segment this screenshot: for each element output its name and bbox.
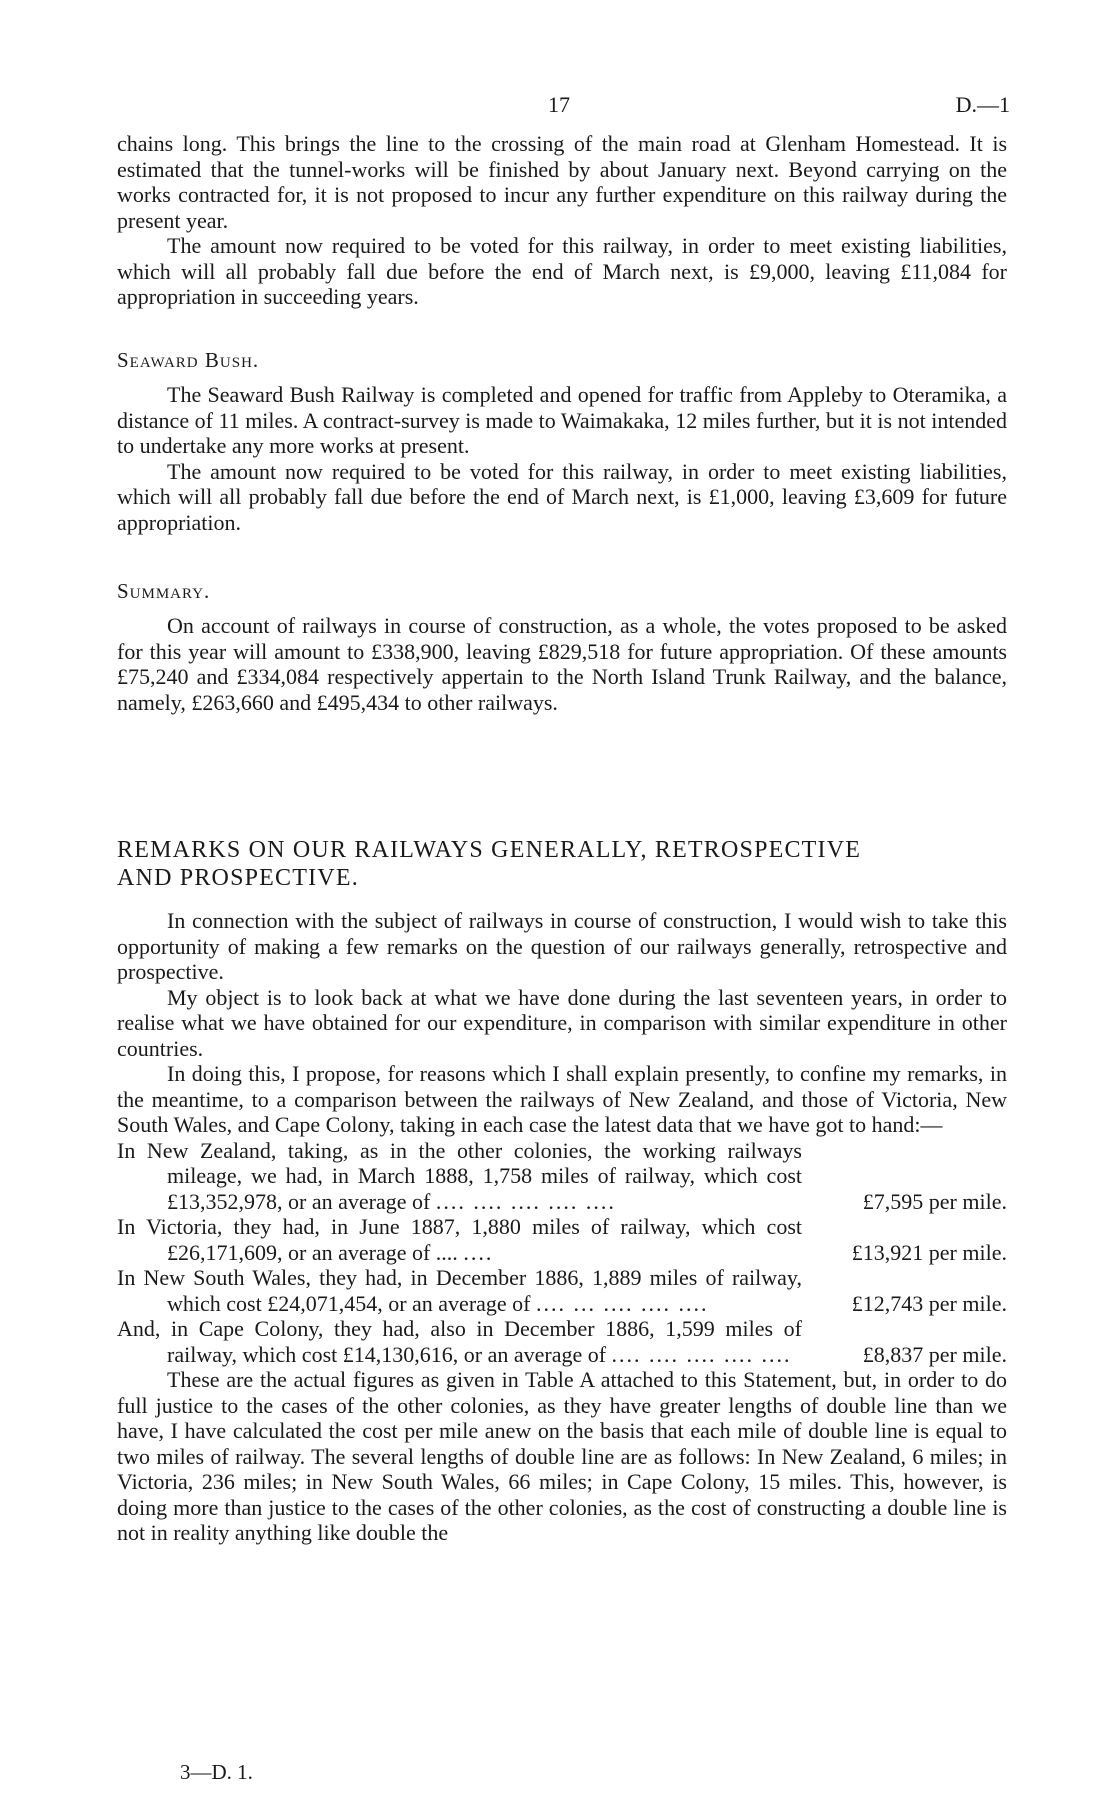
paragraph: The amount now required to be voted for this railway, in order to meet existing liabilities, which will all probably fall due before the end of March next, is £9,000, leaving £11,084 for appropriation in succeeding years. <box>117 233 1007 309</box>
paragraph: My object is to look back at what we have done during the last seventeen years, in order to realise what we have obtained for our expenditure, in comparison with similar expenditure in other countries. <box>117 984 1007 1061</box>
paragraph: These are the actual figures as given in Table A attached to this Statement, but, in order to do full justice to the cases of the other colonies, as they have greater lengths of double line than we have, I have calculated the cost per mile anew on the basis that each mile of double line is equal to two miles of railway. The several lengths of double line are as follows: In New Zealand, 6 miles; in Victoria, 236 miles; in New South Wales, 66 miles; in Cape Colony, 15 miles. This, however, is doing more than justice to the cases of the other colonies, as the cost of constructing a double line is not in reality anything like double the <box>117 1367 1007 1545</box>
page-number: 17 <box>548 92 570 117</box>
printer-signature: 3—D. 1. <box>180 1760 253 1784</box>
leader-dots: .... ... .... .... .... <box>536 1290 709 1316</box>
cost-entry-new-south-wales <box>117 1265 1007 1316</box>
paragraph: On account of railways in course of construction, as a whole, the votes proposed to be asked for this year will amount to £338,900, leaving £829,518 for future appropriation. Of these amounts £75,240 and £334,084 respectively appertain to the North Island Trunk Railway, and the balance, namely, £263,660 and £495,434 to other railways. <box>117 613 1007 715</box>
leader-dots: .... <box>463 1239 494 1265</box>
main-heading-line-2: AND PROSPECTIVE. <box>117 865 359 891</box>
paragraph: In connection with the subject of railways in course of construction, I would wish to take this opportunity of making a few remarks on the question of our railways generally, retrospective and prospective. <box>117 908 1007 984</box>
paragraph: The Seaward Bush Railway is completed and opened for traffic from Appleby to Oteramika, a distance of 11 miles. A contract-survey is made to Waimakaka, 12 miles further, but it is not intended to undertake any more works at present. <box>117 382 1007 458</box>
entry-text: In New Zealand, taking, as in the other colonies, the working railways mileage, we had, in March 1888, 1,758 miles of railway, which cost £13,352,978, or an average of <box>117 1137 802 1214</box>
section-seaward-bush <box>117 348 1007 374</box>
document-reference: D.—1 <box>955 92 1010 117</box>
entry-amount: £7,595 per mile. <box>862 1188 1007 1214</box>
cost-entry-cape-colony <box>117 1316 1007 1367</box>
remarks-title <box>117 836 1007 892</box>
section-heading: Summary. <box>117 579 211 603</box>
section-summary-body <box>117 613 1007 715</box>
leader-dots: .... .... .... .... .... <box>435 1188 616 1214</box>
main-heading-line-1: REMARKS ON OUR RAILWAYS GENERALLY, RETROSPECTIVE <box>117 837 862 863</box>
entry-text: In New South Wales, they had, in December 1886, 1,889 miles of railway, which cost £24,071,454, or an average of <box>117 1265 802 1316</box>
entry-amount: £13,921 per mile. <box>851 1239 1007 1265</box>
entry-text: In Victoria, they had, in June 1887, 1,880 miles of railway, which cost £26,171,609, or an average of .... <box>117 1214 802 1265</box>
entry-amount: £8,837 per mile. <box>862 1341 1007 1367</box>
cost-entry-victoria <box>117 1214 1007 1265</box>
cost-entry-new-zealand <box>117 1138 1007 1215</box>
entry-text: And, in Cape Colony, they had, also in December 1886, 1,599 miles of railway, which cost £14,130,616, or an average of <box>117 1316 802 1367</box>
section-continuation <box>117 131 1007 310</box>
paragraph: In doing this, I propose, for reasons which I shall explain presently, to confine my remarks, in the meantime, to a comparison between the railways of New Zealand, and those of Victoria, New South Wales, and Cape Colony, taking in each case the latest data that we have got to hand:— <box>117 1061 1007 1137</box>
leader-dots: .... .... .... .... .... <box>611 1341 792 1367</box>
section-heading: Seaward Bush. <box>117 348 260 372</box>
paragraph: The amount now required to be voted for this railway, in order to meet existing liabilities, which will all probably fall due before the end of March next, is £1,000, leaving £3,609 for future appropriation. <box>117 458 1007 535</box>
paragraph: chains long. This brings the line to the crossing of the main road at Glenham Homestead. It is estimated that the tunnel-works will be finished by about January next. Beyond carrying on the works contracted for, it is not proposed to incur any further expenditure on this railway during the present year. <box>117 131 1007 233</box>
section-seaward-bush-body <box>117 382 1007 535</box>
entry-amount: £12,743 per mile. <box>851 1290 1007 1316</box>
section-summary <box>117 579 1007 605</box>
remarks-body <box>117 908 1007 1546</box>
